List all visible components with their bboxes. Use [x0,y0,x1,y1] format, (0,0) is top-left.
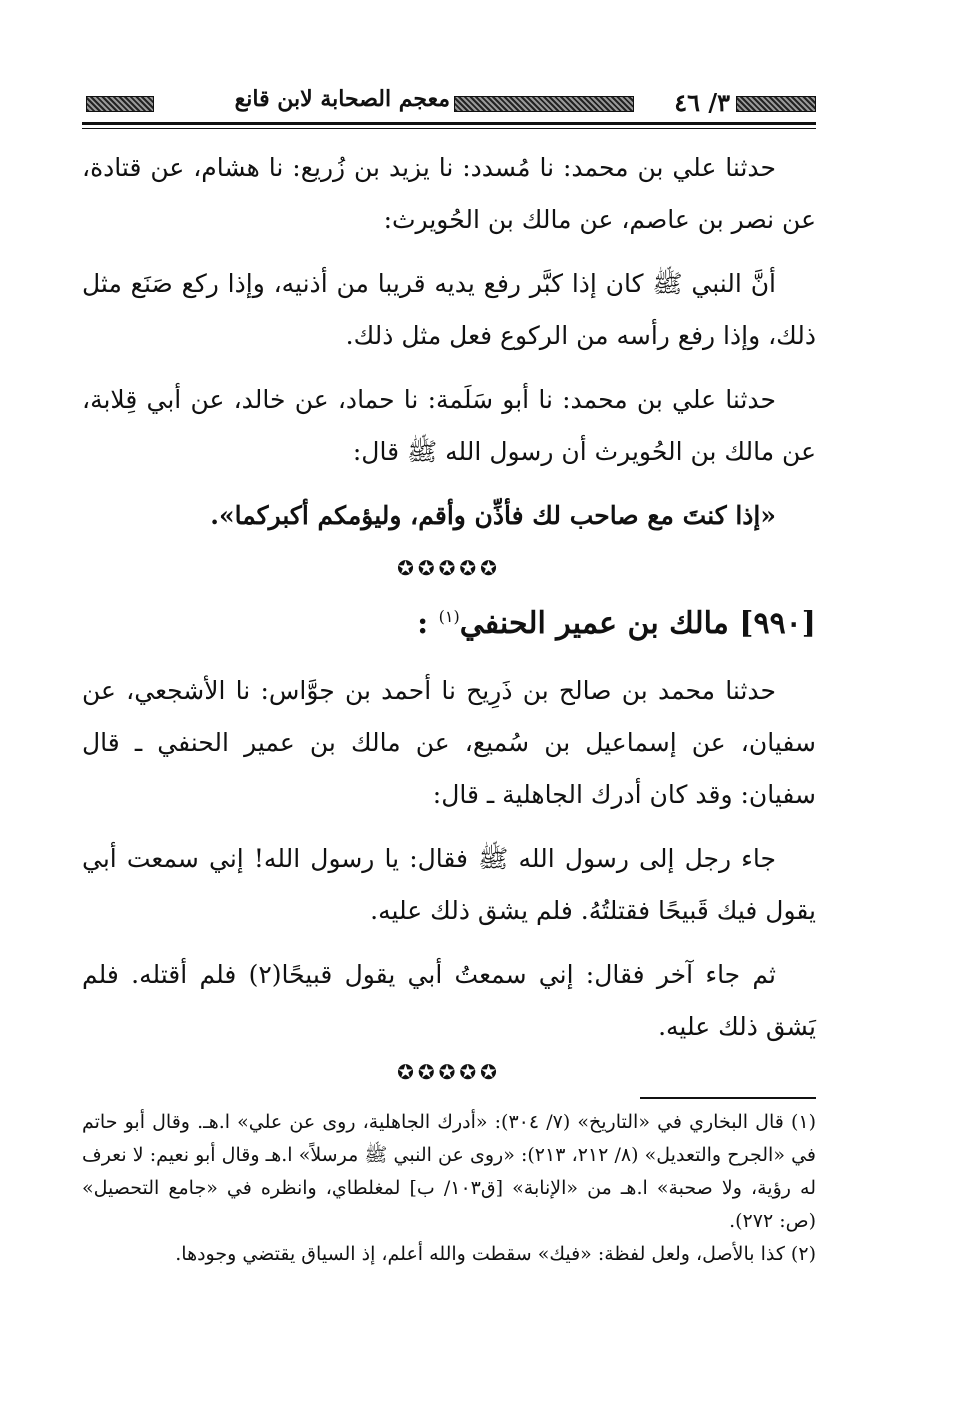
header-rule [82,122,816,125]
footnote-rule [640,1097,816,1099]
heading-colon: : [417,606,429,641]
header-ornament [454,96,634,112]
footnote-ref: (١) [438,607,460,626]
page-number: ٣/ ٤٦ [674,88,730,117]
isnad-paragraph: حدثنا علي بن محمد: نا مُسدد: نا يزيد بن زُريع: نا هشام، عن قتادة، عن نصر بن عاصم، عن مالك بن الحُويرث: [82,153,816,234]
footnote-2: (٢) كذا بالأصل، ولعل لفظة: «فيك» سقطت والله أعلم، إذ السياق يقتضي وجودها. [175,1243,816,1265]
running-header [82,86,816,122]
matn-paragraph: ثم جاء آخر فقال: إني سمعتُ أبي يقول قبيحًا(٢) فلم أقتله. فلم يَشق ذلك عليه. [82,960,816,1041]
matn-paragraph: أنَّ النبي ﷺ كان إذا كبَّر رفع يديه قريبا من أذنيه، وإذا ركع صَنَع مثل ذلك، وإذا رفع رأسه من الركوع فعل مثل ذلك. [82,269,816,350]
section-separator: ✪✪✪✪✪ [397,556,501,580]
running-title: معجم الصحابة لابن قانع [234,86,450,112]
entry-number: [٩٩٠] [739,606,816,641]
isnad-paragraph: حدثنا علي بن محمد: نا أبو سَلَمة: نا حماد، عن خالد، عن أبي قِلابة، عن مالك بن الحُويرث أن رسول الله ﷺ قال: [82,385,816,466]
isnad-paragraph: حدثنا محمد بن صالح بن ذَرِيح نا أحمد بن جوَّاس: نا الأشجعي، عن سفيان، عن إسماعيل بن سُميع، عن مالك بن عمير الحنفي ـ قال سفيان: وقد كان أدرك الجاهلية ـ قال: [82,676,816,809]
narration-block-2 [82,665,816,1053]
entry-heading [82,606,816,641]
footnote-1: (١) قال البخاري في «التاريخ» (٧/ ٣٠٤): «أدرك الجاهلية، روى عن علي» ا.هـ. وقال أبو حاتم في «الجرح والتعديل» (٨/ ٢١٢، ٢١٣): «روى عن النبي ﷺ مرسلاً» ا.هـ وقال أبو نعيم: لا نعرف له رؤية، ولا صحبة» ا.هـ من «الإنابة» [ق١٠٣/ ب] لمغلطاي، وانظره في «جامع التحصيل» (ص: ٢٧٢). [82,1111,817,1232]
narration-block-1 [82,142,816,542]
hadith-quote: «إذا كنتَ مع صاحب لك فأذِّن وأقم، وليؤمكم أكبركما». [210,501,776,530]
entry-name: مالك بن عمير الحنفي [459,606,729,641]
header-ornament [86,96,154,112]
header-rule-thin [82,128,816,129]
header-ornament [736,96,816,112]
footnotes [82,1106,816,1271]
matn-paragraph: جاء رجل إلى رسول الله ﷺ فقال: يا رسول الله! إني سمعت أبي يقول فيك قَبيحًا فقتلتُهُ. فلم يشق ذلك عليه. [82,844,816,925]
section-separator: ✪✪✪✪✪ [397,1060,501,1084]
